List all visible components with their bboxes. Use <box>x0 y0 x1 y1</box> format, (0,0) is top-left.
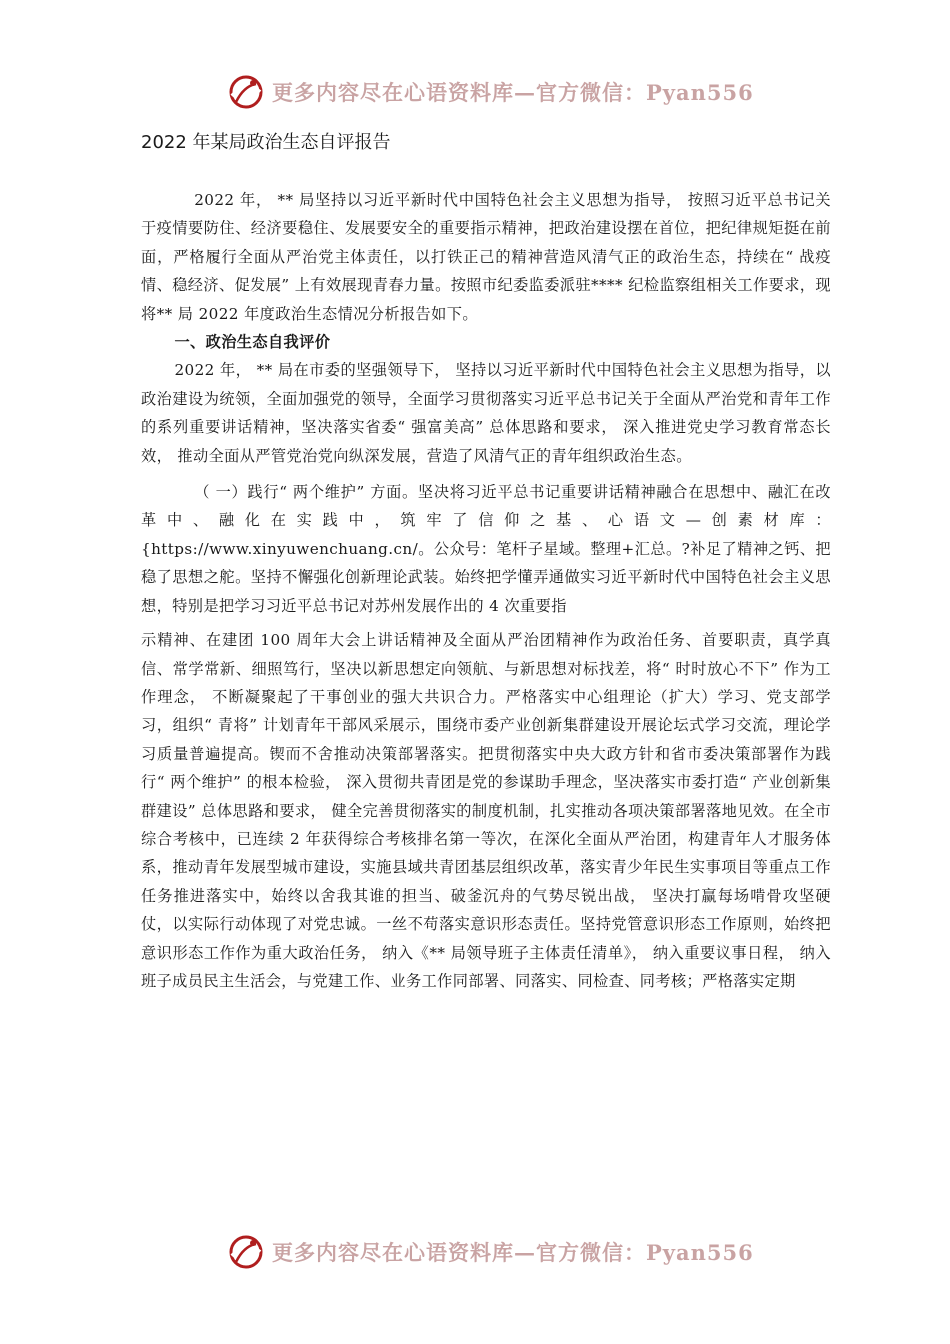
brand-logo-icon <box>226 1232 266 1272</box>
document-body <box>141 186 831 995</box>
subsection-paragraph: （ 一）践行“ 两个维护” 方面。坚决将习近平总书记重要讲话精神融合在思想中、融汇在改革中、融化在实践中，筑牢了信仰之基、心语文—创素材库： {https://www.xinyuwenchuang.cn/。公众号：笔杆子星域。整理+汇总。?补足了精神之钙、把稳了思想之舵。坚持不懈强化创新理论武装。始终把学懂弄通做实习近平新时代中国特色社会主义思想，特别是把学习习近平总书记对苏州发展作出的 4 次重要指 <box>141 483 831 615</box>
document-title: 2022 年某局政治生态自评报告 <box>141 132 391 153</box>
subsection-paragraph-continued: 示精神、在建团 100 周年大会上讲话精神及全面从严治团精神作为政治任务、首要职责，真学真信、常学常新、细照笃行，坚决以新思想定向领航、与新思想对标找差，将“ 时时放心不下” 作为工作理念， 不断凝聚起了干事创业的强大共识合力。严格落实中心组理论（扩大）学习、党支部学习，组织“ 青将” 计划青年干部风采展示，围绕市委产业创新集群建设开展论坛式学习交流，理论学习质量普遍提高。锲而不舍推动决策部署落实。把贯彻落实中央大政方针和省市委决策部署作为践行“ 两个维护” 的根本检验， 深入贯彻共青团是党的参谋助手理念，坚决落实市委打造“ 产业创新集群建设” 总体思路和要求， 健全完善贯彻落实的制度机制，扎实推动各项决策部署落地见效。在全市综合考核中，已连续 2 年获得综合考核排名第一等次，在深化全面从严治团，构建青年人才服务体系，推动青年发展型城市建设，实施县域共青团基层组织改革，落实青少年民生实事项目等重点工作任务推进落实中，始终以舍我其谁的担当、破釜沉舟的气势尽锐出战， 坚决打赢每场啃骨攻坚硬仗，以实际行动体现了对党忠诚。一丝不苟落实意识形态责任。坚持党管意识形态工作原则，始终把意识形态工作作为重大政治任务， 纳入《** 局领导班子主体责任清单》， 纳入重要议事日程， 纳入班子成员民主生活会，与党建工作、业务工作同部署、同落实、同检查、同考核；严格落实定期 <box>141 631 831 990</box>
watermark-text: 更多内容尽在心语资料库—官方微信：Pyan556 <box>272 1240 754 1265</box>
header-watermark-banner <box>226 70 754 114</box>
section-paragraph: 2022 年， ** 局在市委的坚强领导下， 坚持以习近平新时代中国特色社会主义思想为指导，以政治建设为统领，全面加强党的领导，全面学习贯彻落实习近平总书记关于全面从严治党和青年工作的系列重要讲话精神，坚决落实省委“ 强富美高” 总体思路和要求， 深入推进党史学习教育常态长效， 推动全面从严管党治党向纵深发展，营造了风清气正的青年组织政治生态。 <box>141 361 831 465</box>
section-heading: 一、政治生态自我评价 <box>174 333 331 352</box>
brand-logo-icon <box>226 72 266 112</box>
watermark-text: 更多内容尽在心语资料库—官方微信：Pyan556 <box>272 80 754 105</box>
intro-paragraph: 2022 年， ** 局坚持以习近平新时代中国特色社会主义思想为指导， 按照习近平总书记关于疫情要防住、经济要稳住、发展要安全的重要指示精神，把政治建设摆在首位，把纪律规矩挺在前面，严格履行全面从严治党主体责任，以打铁正己的精神营造风清气正的政治生态，持续在“ 战疫情、稳经济、促发展” 上有效展现青春力量。按照市纪委监委派驻**** 纪检监察组相关工作要求，现将** 局 2022 年度政治生态情况分析报告如下。 <box>141 191 831 323</box>
footer-watermark-banner <box>226 1230 754 1274</box>
